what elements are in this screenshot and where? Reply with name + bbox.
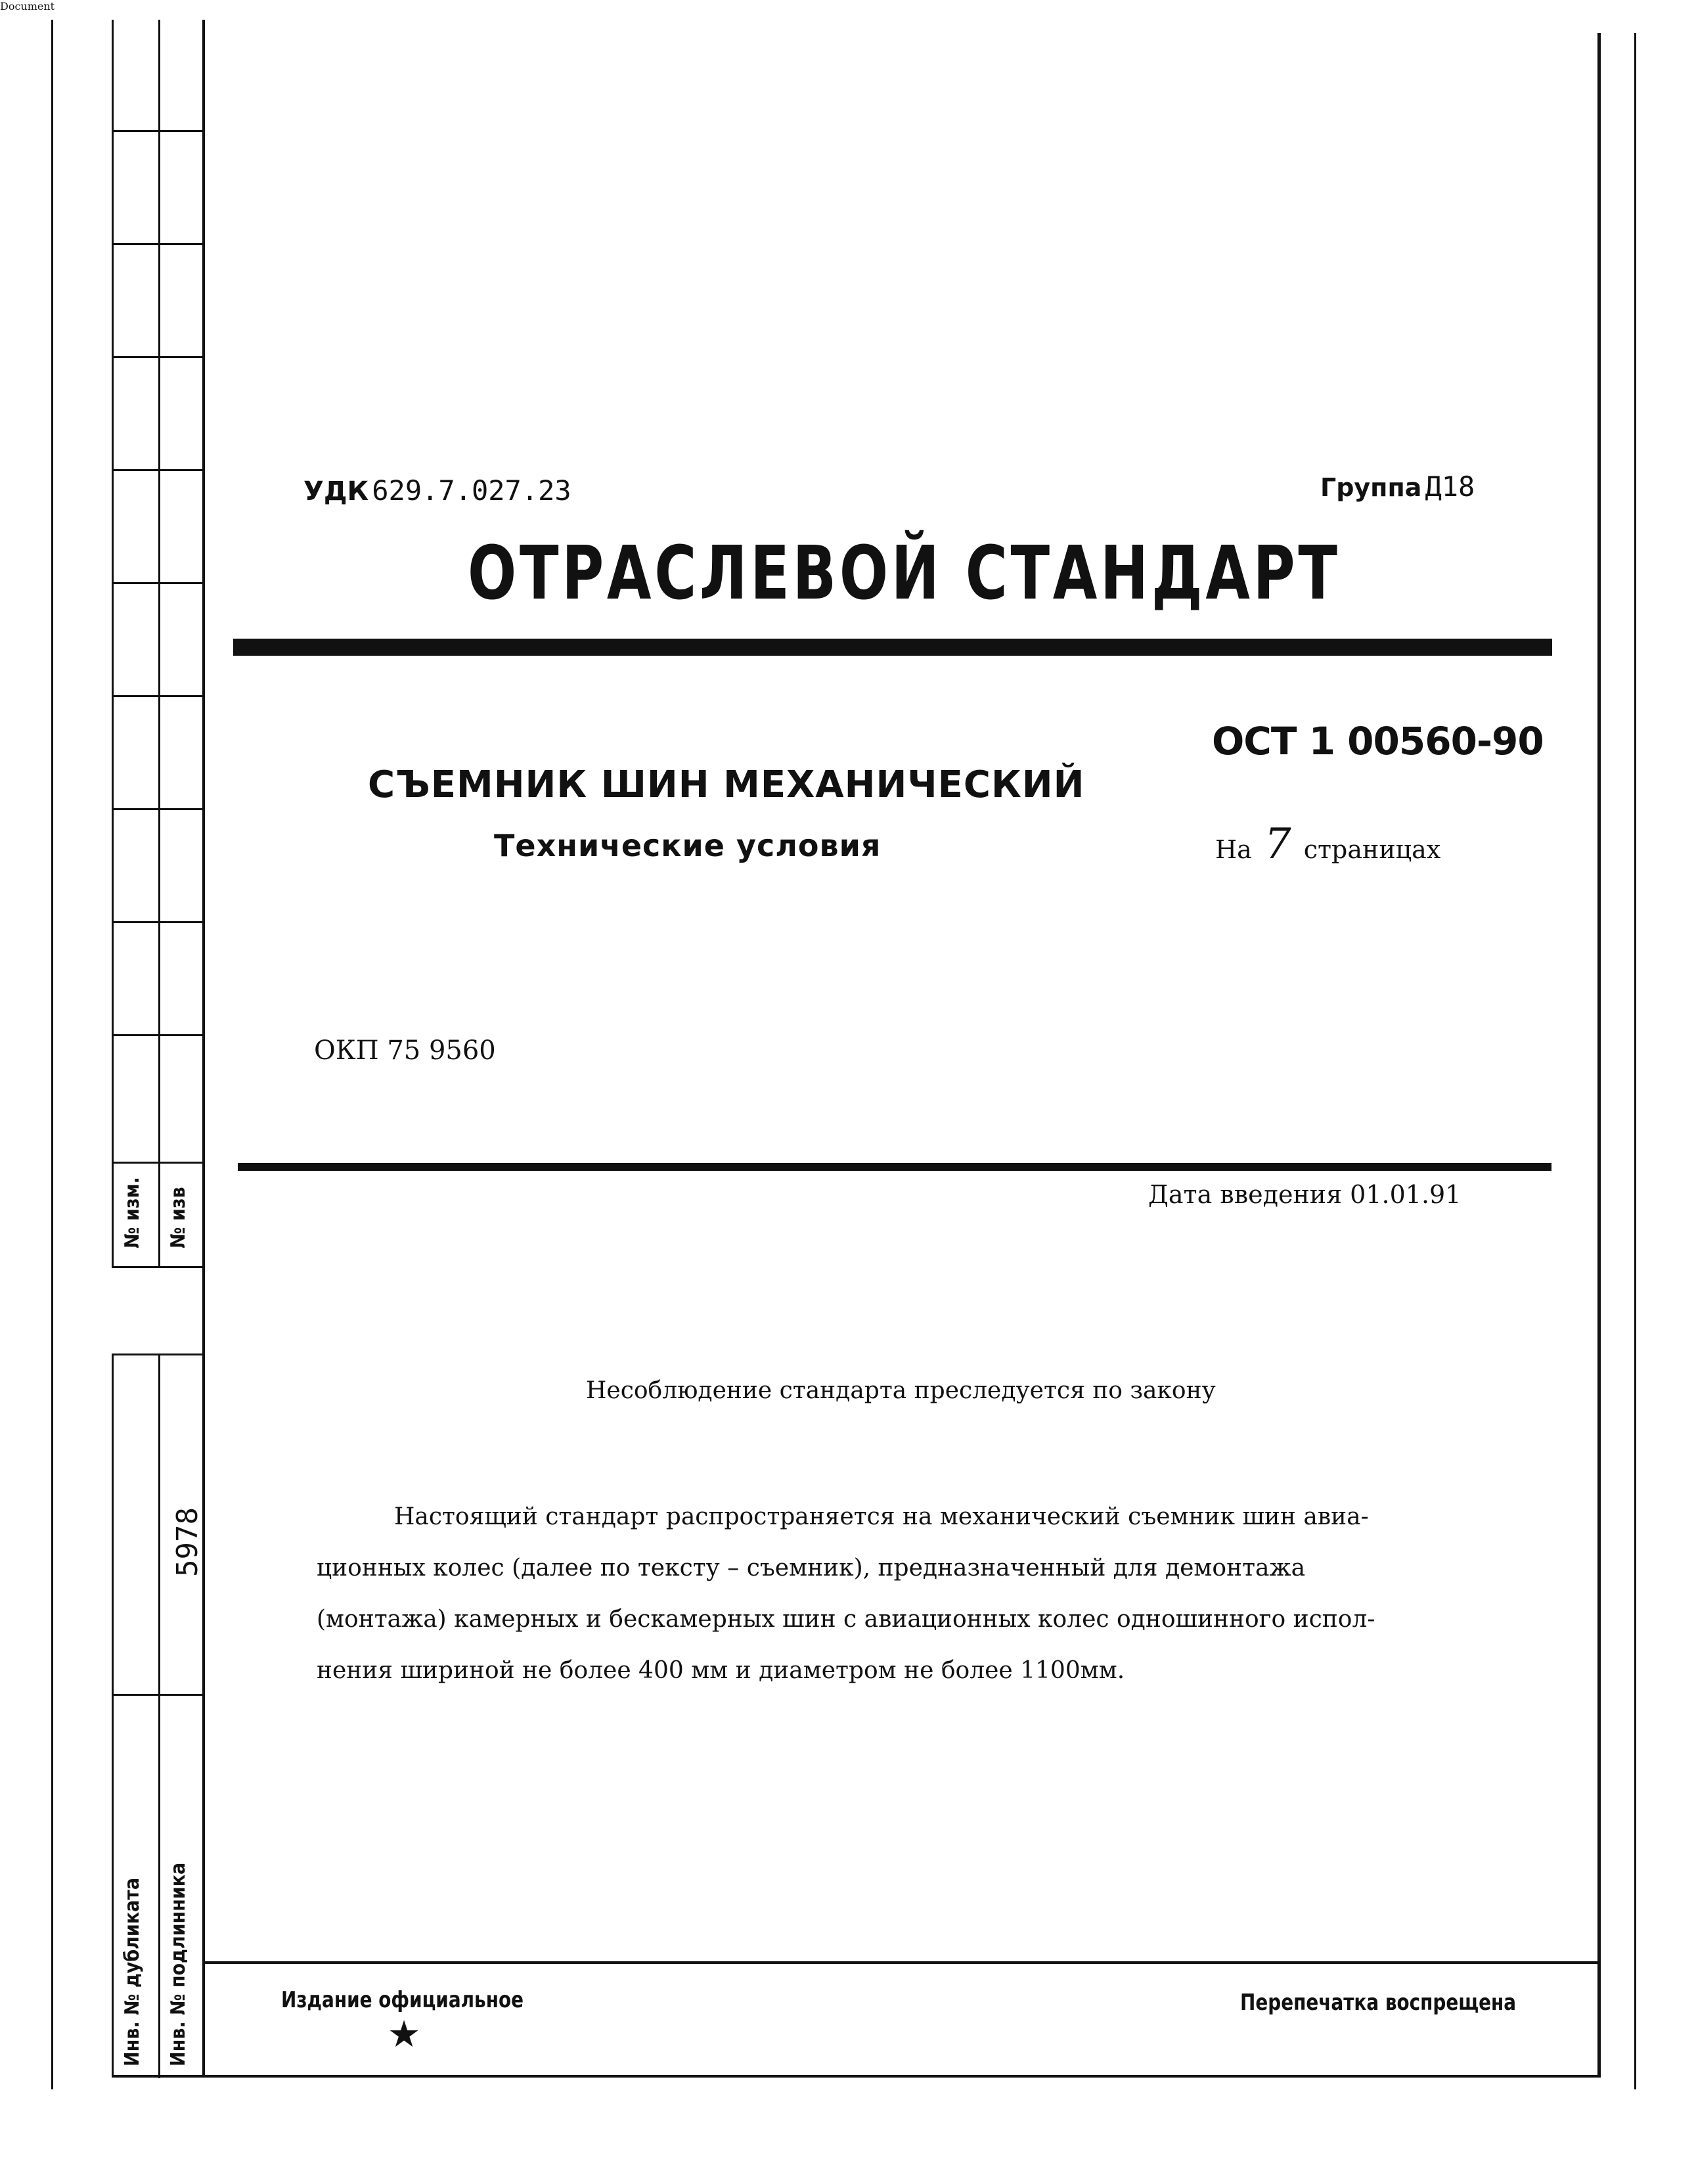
group-line [1320,470,1475,503]
stamp-row [114,130,203,132]
pages-count: 7 [1264,820,1291,869]
group-label: Группа [1320,473,1422,502]
duplicate-inv-label: Инв. № дубликата [121,1877,144,2066]
body-line: нения шириной не более 400 мм и диаметром не более 1100мм. [317,1657,1125,1684]
title-thick-rule [233,639,1552,656]
legal-notice: Несоблюдение стандарта преследуется по закону [586,1377,1216,1404]
udk-number: 629.7.027.23 [372,474,571,507]
introduction-date: Дата введения 01.01.91 [1148,1180,1462,1209]
stamp-row [114,1034,203,1036]
original-inv-label: Инв. № подлинника [167,1862,190,2066]
udk-label: УДК [303,476,369,507]
left-outer-rule [51,20,53,2089]
pages-line [1215,820,1440,869]
okp-code: ОКП 75 9560 [314,1035,496,1066]
stamp-row [114,243,203,245]
group-code: Д18 [1425,470,1475,503]
stamp-row [114,356,203,358]
stamp-row [114,469,203,471]
document-title: ОТРАСЛЕВОЙ СТАНДАРТ [468,531,1341,616]
body-line: ционных колес (далее по тексту – съемник), предназначенный для демонтажа [317,1555,1306,1581]
official-edition: Издание официальное [281,1987,524,2013]
body-paragraph [317,1491,1565,1696]
stamp-row [114,921,203,923]
change-no-label: № изм. [121,1177,144,1248]
body-line: Настоящий стандарт распространяется на механический съемник шин авиа- [394,1503,1369,1530]
pages-suffix: страницах [1303,835,1441,864]
stamp-row [114,1162,203,1164]
stamp-column-divider [158,20,160,1268]
footer-top-rule [205,1961,1601,1964]
change-log-stamp [112,20,205,1268]
original-inv-value: 5978 [171,1507,204,1577]
stamp-column-divider [158,1355,160,2078]
frame-bottom-border [112,2075,1601,2078]
star-icon: ★ [388,2013,421,2056]
stamp-row [114,1694,203,1696]
stamp-bottom [114,1266,203,1268]
body-line: (монтажа) камерных и бескамерных шин с авиационных колес одношинного испол- [317,1606,1375,1633]
subject-subtitle: Технические условия [494,828,881,863]
date-rule [238,1163,1551,1171]
stamp-row [114,582,203,584]
stamp-row [114,808,203,810]
notice-no-label: № изв [167,1187,190,1248]
right-outer-rule [1634,33,1636,2089]
udk-line [303,474,571,507]
subject-title: СЪЕМНИК ШИН МЕХАНИЧЕСКИЙ [368,763,1085,806]
standard-number: ОСТ 1 00560-90 [1212,719,1544,763]
frame-right-border [1597,33,1601,2076]
pages-prefix: На [1215,835,1252,864]
stamp-row [114,695,203,697]
reprint-prohibited: Перепечатка воспрещена [1240,1990,1517,2016]
